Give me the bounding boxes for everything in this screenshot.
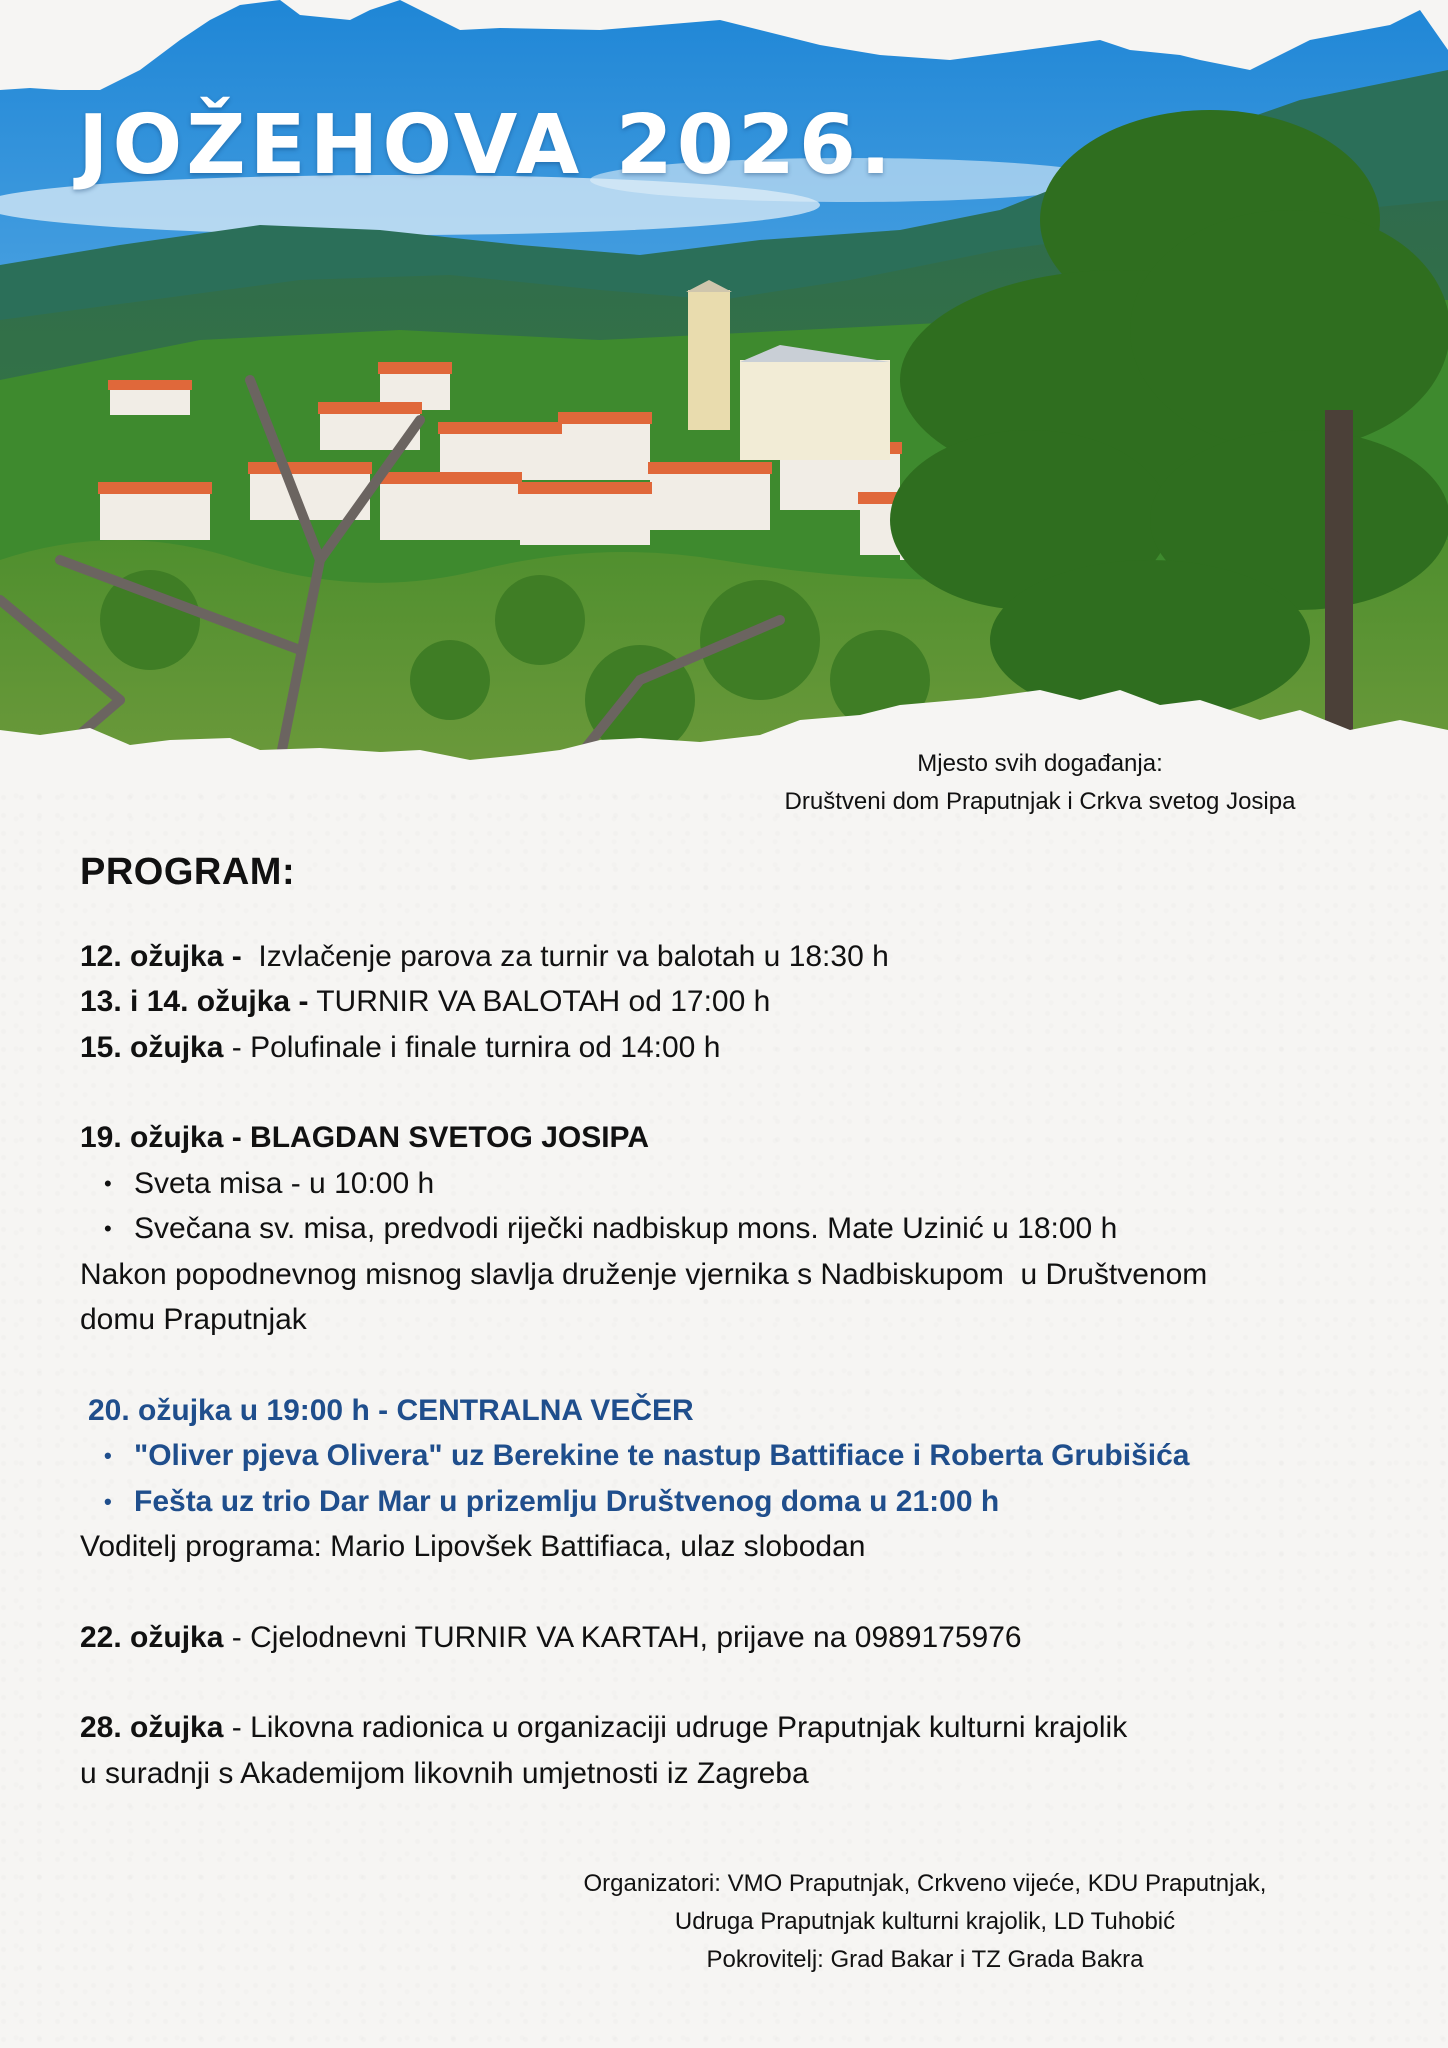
item-text: - Likovna radionica u organizaciji udruge Praputnjak kulturni krajolik <box>223 1711 1128 1744</box>
item-text: - Cjelodnevni TURNIR VA KARTAH, prijave na 0989175976 <box>223 1620 1022 1654</box>
bullet-icon: • <box>104 1216 112 1241</box>
page-title: JOŽEHOVA 2026. <box>78 98 896 193</box>
venue-info <box>700 745 1380 821</box>
bullet-icon: • <box>104 1170 112 1196</box>
venue-label: Mjesto svih događanja: <box>917 750 1163 777</box>
central-host: Voditelj programa: Mario Lipovšek Battifiaca, ulaz slobodan <box>80 1530 866 1563</box>
item-date: 28. ožujka <box>80 1711 224 1744</box>
organizers-line: Organizatori: VMO Praputnjak, Crkveno vijeće, KDU Praputnjak, <box>583 1870 1267 1897</box>
program-item <box>80 979 1380 1025</box>
item-date: 13. i 14. ožujka - <box>80 985 309 1018</box>
bullet-icon: • <box>104 1443 112 1468</box>
central-evening-heading: 20. ožujka u 19:00 h - CENTRALNA VEČER <box>88 1393 694 1427</box>
item-text: Izvlačenje parova za turnir va balotah u 18:30 h <box>241 939 889 973</box>
item-text: - Polufinale i finale turnira od 14:00 h <box>223 1030 721 1064</box>
sponsor-line: Pokrovitelj: Grad Bakar i TZ Grada Bakra <box>706 1946 1144 1973</box>
item-text: TURNIR VA BALOTAH od 17:00 h <box>308 985 771 1018</box>
footer-credits <box>500 1865 1350 1979</box>
program-item <box>80 934 1380 980</box>
item-date: 12. ožujka - <box>80 939 242 973</box>
item-date: 15. ožujka <box>80 1030 224 1064</box>
bullet-icon: • <box>104 1488 112 1514</box>
feast-bullet: • Sveta misa - u 10:00 h <box>80 1161 1380 1207</box>
church <box>740 360 890 460</box>
program-item-cards <box>80 1615 1380 1661</box>
program-heading: PROGRAM: <box>80 851 296 893</box>
organizers-line: Udruga Praputnjak kulturni krajolik, LD Tuhobić <box>674 1908 1176 1935</box>
central-bullet: • Fešta uz trio Dar Mar u prizemlju Društvenog doma u 21:00 h <box>80 1479 1380 1525</box>
hero-photo <box>0 0 1448 790</box>
program-section <box>80 850 1380 1796</box>
feast-bullet: • Svečana sv. misa, predvodi riječki nadbiskup mons. Mate Uzinić u 18:00 h <box>80 1206 1380 1252</box>
pine-trunk <box>1325 410 1353 750</box>
feast-note-cont: domu Praputnjak <box>80 1303 307 1336</box>
workshop-cont: u suradnji s Akademijom likovnih umjetnosti iz Zagreba <box>80 1756 809 1790</box>
church-tower <box>688 290 730 430</box>
central-bullet: • "Oliver pjeva Olivera" uz Berekine te nastup Battifiace i Roberta Grubišića <box>80 1433 1380 1479</box>
feast-note: Nakon popodnevnog misnog slavlja druženje vjernika s Nadbiskupom u Društvenom <box>80 1257 1208 1291</box>
program-item <box>80 1025 1380 1071</box>
item-date: 22. ožujka <box>80 1620 224 1654</box>
feast-heading: 19. ožujka - BLAGDAN SVETOG JOSIPA <box>80 1121 650 1154</box>
program-item-workshop <box>80 1705 1380 1751</box>
venue-value: Društveni dom Praputnjak i Crkva svetog Josipa <box>784 788 1296 815</box>
